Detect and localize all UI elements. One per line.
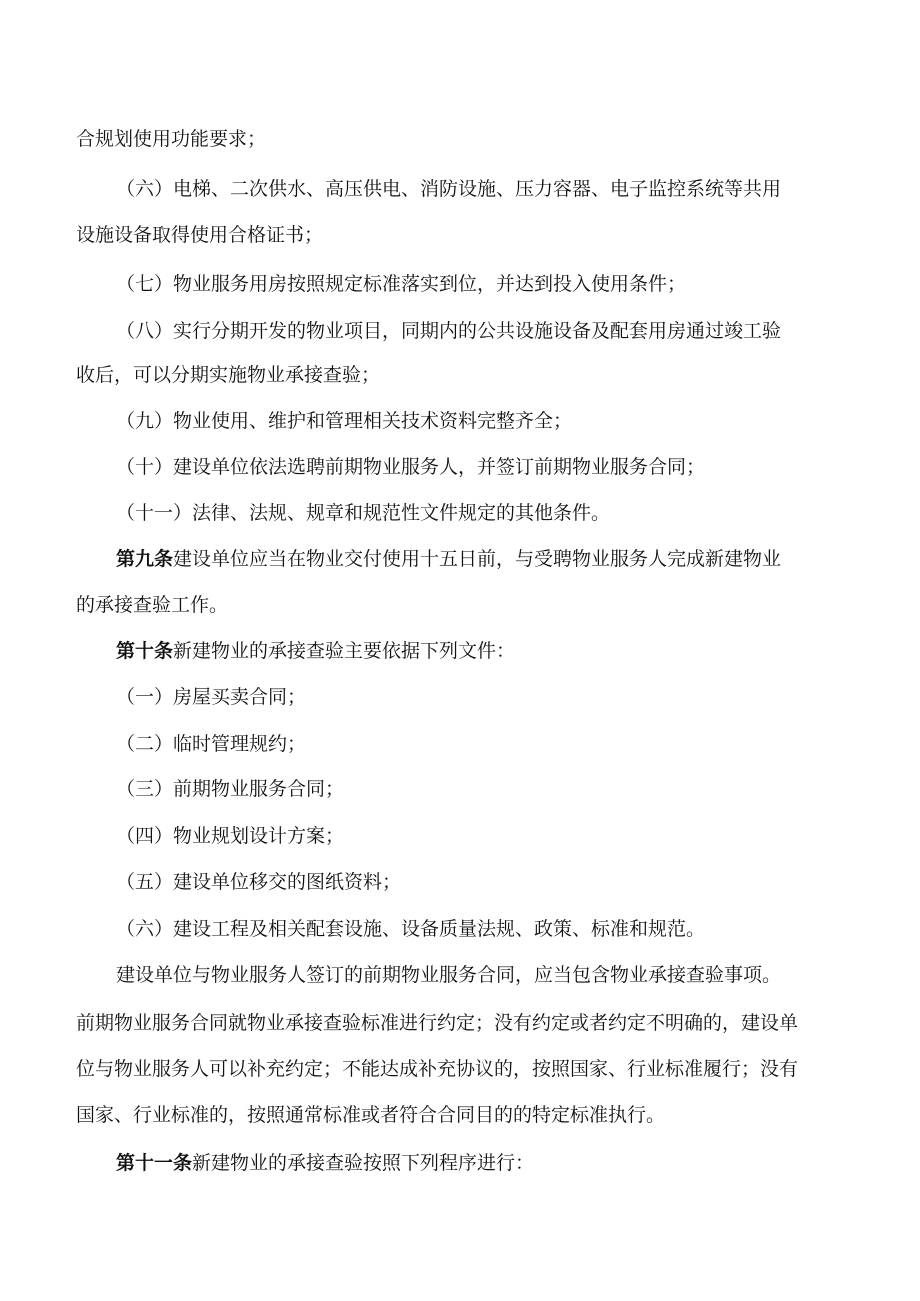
article-label: 第九条 [116, 548, 174, 570]
paragraph-line: 建设单位与物业服务人签订的前期物业服务合同，应当包含物业承接查验事项。 [116, 964, 782, 986]
list-item-10: （十）建设单位依法选聘前期物业服务人，并签订前期物业服务合同； [116, 456, 706, 478]
article-text: 新建物业的承接查验主要依据下列文件： [173, 640, 516, 662]
list-item-4: （四）物业规划设计方案； [116, 825, 345, 847]
list-item-7: （七）物业服务用房按照规定标准落实到位，并达到投入使用条件； [116, 273, 687, 295]
paragraph-line: 位与物业服务人可以补充约定；不能达成补充协议的，按照国家、行业标准履行；没有 [76, 1058, 799, 1080]
paragraph-line: 合规划使用功能要求； [76, 128, 267, 150]
list-item-6b: （六）建设工程及相关配套设施、设备质量法规、政策、标准和规范。 [116, 918, 706, 940]
article-text: 建设单位应当在物业交付使用十五日前，与受聘物业服务人完成新建物业 [173, 548, 782, 570]
list-item-8: （八）实行分期开发的物业项目，同期内的公共设施设备及配套用房通过竣工验 [116, 320, 782, 342]
article-11 [116, 1148, 534, 1178]
article-label: 第十条 [116, 640, 174, 662]
paragraph-line: 设施设备取得使用合格证书； [76, 224, 324, 246]
paragraph-line: 国家、行业标准的，按照通常标准或者符合合同目的的特定标准执行。 [76, 1104, 666, 1126]
paragraph-line: 的承接查验工作。 [76, 594, 229, 616]
list-item-3: （三）前期物业服务合同； [116, 778, 345, 800]
list-item-6: （六）电梯、二次供水、高压供电、消防设施、压力容器、电子监控系统等共用 [116, 178, 782, 200]
article-text: 新建物业的承接查验按照下列程序进行： [192, 1152, 535, 1174]
article-9 [116, 544, 781, 574]
list-item-9: （九）物业使用、维护和管理相关技术资料完整齐全； [116, 410, 573, 432]
list-item-2: （二）临时管理规约； [116, 733, 307, 755]
list-item-5: （五）建设单位移交的图纸资料； [116, 871, 402, 893]
article-label: 第十一条 [116, 1152, 193, 1174]
list-item-11: （十一）法律、法规、规章和规范性文件规定的其他条件。 [116, 502, 611, 524]
paragraph-line: 前期物业服务合同就物业承接查验标准进行约定；没有约定或者约定不明确的，建设单 [76, 1012, 799, 1034]
list-item-1: （一）房屋买卖合同； [116, 686, 307, 708]
article-10 [116, 636, 515, 666]
paragraph-line: 收后，可以分期实施物业承接查验； [76, 364, 381, 386]
